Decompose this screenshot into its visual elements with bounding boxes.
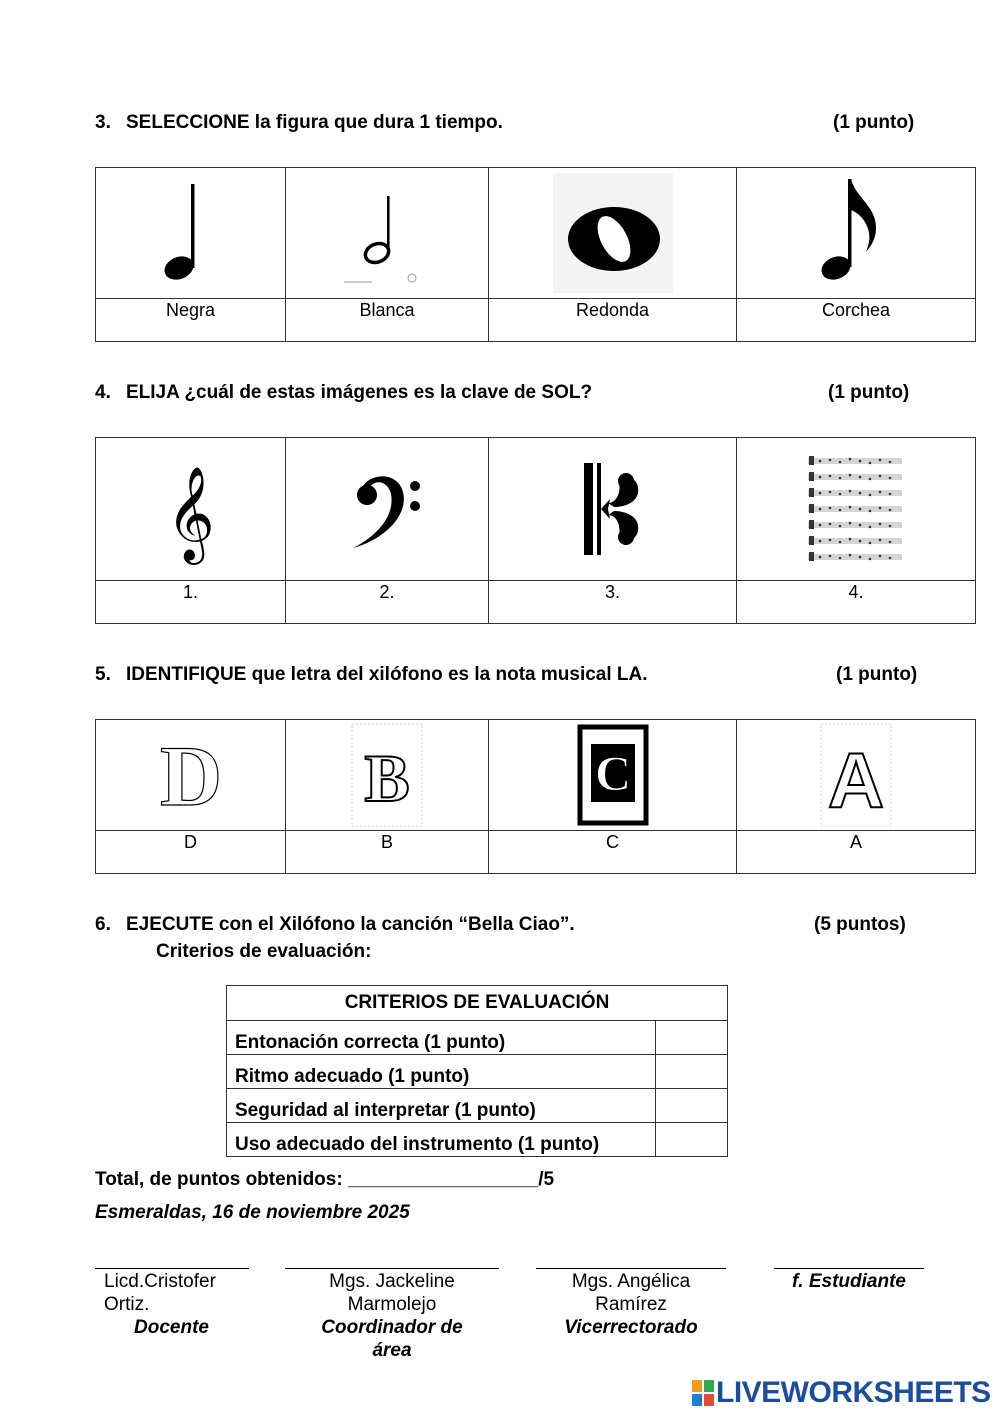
signature-estudiante [774, 1270, 924, 1293]
letter-c-icon [577, 724, 649, 826]
criteria-label: Entonación correcta (1 punto) [227, 1021, 656, 1055]
quarter-note-icon [161, 178, 221, 288]
whole-note-icon [553, 173, 673, 293]
bass-clef-icon [347, 464, 427, 554]
q3-number: 3. [95, 112, 111, 133]
q4-option-2[interactable] [286, 438, 489, 581]
q6-number: 6. [95, 914, 111, 935]
signature-role: área [372, 1340, 412, 1361]
letter-b-glyph: B [364, 740, 410, 816]
criteria-table [226, 985, 728, 1157]
criteria-header: CRITERIOS DE EVALUACIÓN [227, 986, 728, 1021]
criteria-label: Ritmo adecuado (1 punto) [227, 1055, 656, 1089]
q3-label-4: Corchea [737, 299, 976, 342]
q5-label-3: C [489, 831, 737, 874]
q3-label-1: Negra [96, 299, 286, 342]
q4-option-3[interactable] [489, 438, 737, 581]
q6-subtitle: Criterios de evaluación: [156, 941, 372, 962]
signature-name: Licd.Cristofer [104, 1271, 216, 1292]
alto-clef-icon [578, 459, 648, 559]
letter-d-icon [146, 735, 236, 815]
table-row [227, 1123, 728, 1157]
q3-option-1[interactable] [96, 168, 286, 299]
q3-option-2[interactable] [286, 168, 489, 299]
q3-label-2: Blanca [286, 299, 489, 342]
criteria-score-cell[interactable] [656, 1089, 728, 1123]
q5-options-table [95, 719, 976, 874]
letter-d-glyph: D [159, 735, 222, 815]
letter-a-icon [820, 723, 892, 827]
signature-name: Ramírez [595, 1294, 667, 1315]
date-line: Esmeraldas, 16 de noviembre 2025 [95, 1202, 410, 1223]
criteria-score-cell[interactable] [656, 1123, 728, 1157]
q4-option-1[interactable] [96, 438, 286, 581]
letter-a-glyph: A [827, 736, 885, 824]
signature-role: Coordinador de [321, 1317, 463, 1338]
letter-b-icon [351, 723, 423, 827]
q3-options-table [95, 167, 976, 342]
q4-label-4: 4. [737, 581, 976, 624]
signature-vicerrectorado [536, 1270, 726, 1339]
q4-label-1: 1. [96, 581, 286, 624]
signature-line [95, 1268, 249, 1269]
total-suffix: /5 [538, 1169, 555, 1190]
q6-text: EJECUTE con el Xilófono la canción “Bella Ciao”. [126, 914, 575, 935]
clef-chart-icon [806, 447, 906, 571]
q5-option-1[interactable] [96, 720, 286, 831]
treble-clef-icon: 𝄞 [166, 466, 215, 561]
eighth-note-icon [816, 176, 896, 291]
q4-option-4[interactable] [737, 438, 976, 581]
criteria-label: Uso adecuado del instrumento (1 punto) [227, 1123, 656, 1157]
total-line [95, 1169, 554, 1191]
criteria-label: Seguridad al interpretar (1 punto) [227, 1089, 656, 1123]
q4-points: (1 punto) [828, 382, 910, 403]
signature-docente [104, 1270, 254, 1339]
criteria-score-cell[interactable] [656, 1021, 728, 1055]
q5-text: IDENTIFIQUE que letra del xilófono es la nota musical LA. [126, 664, 648, 685]
liveworksheets-logo[interactable] [692, 1376, 991, 1410]
signature-line [285, 1268, 499, 1269]
q4-label-2: 2. [286, 581, 489, 624]
q5-label-4: A [737, 831, 976, 874]
q5-option-4[interactable] [737, 720, 976, 831]
signature-role: f. Estudiante [791, 1271, 906, 1292]
signature-name: Marmolejo [347, 1294, 437, 1315]
table-row [227, 1089, 728, 1123]
q4-options-table [95, 437, 976, 624]
table-row [227, 1021, 728, 1055]
q5-label-2: B [286, 831, 489, 874]
q3-option-3[interactable] [489, 168, 737, 299]
signature-line [536, 1268, 726, 1269]
signature-role: Docente [134, 1317, 209, 1338]
q3-option-4[interactable] [737, 168, 976, 299]
q4-number: 4. [95, 382, 111, 403]
signature-coordinador [285, 1270, 499, 1362]
signature-name: Mgs. Angélica [571, 1271, 691, 1292]
q5-option-2[interactable] [286, 720, 489, 831]
total-blank[interactable]: __________________ [347, 1169, 539, 1190]
total-label: Total, de puntos obtenidos: [95, 1169, 348, 1190]
signature-name: Mgs. Jackeline [329, 1271, 455, 1292]
q5-number: 5. [95, 664, 111, 685]
q5-label-1: D [96, 831, 286, 874]
q5-points: (1 punto) [836, 664, 918, 685]
q3-text: SELECCIONE la figura que dura 1 tiempo. [126, 112, 503, 133]
liveworksheets-icon [692, 1380, 714, 1406]
q4-label-3: 3. [489, 581, 737, 624]
q6-points: (5 puntos) [814, 914, 906, 935]
letter-c-glyph: C [594, 745, 631, 801]
signature-role: Vicerrectorado [564, 1317, 698, 1338]
q3-label-3: Redonda [489, 299, 737, 342]
q3-points: (1 punto) [833, 112, 915, 133]
q5-option-3[interactable] [489, 720, 737, 831]
q4-text: ELIJA ¿cuál de estas imágenes es la clave de SOL? [126, 382, 593, 403]
criteria-score-cell[interactable] [656, 1055, 728, 1089]
signature-line [774, 1268, 924, 1269]
signature-name: Ortiz. [104, 1294, 150, 1315]
half-note-icon [342, 178, 432, 288]
table-row [227, 1055, 728, 1089]
liveworksheets-text: LIVEWORKSHEETS [716, 1376, 991, 1409]
